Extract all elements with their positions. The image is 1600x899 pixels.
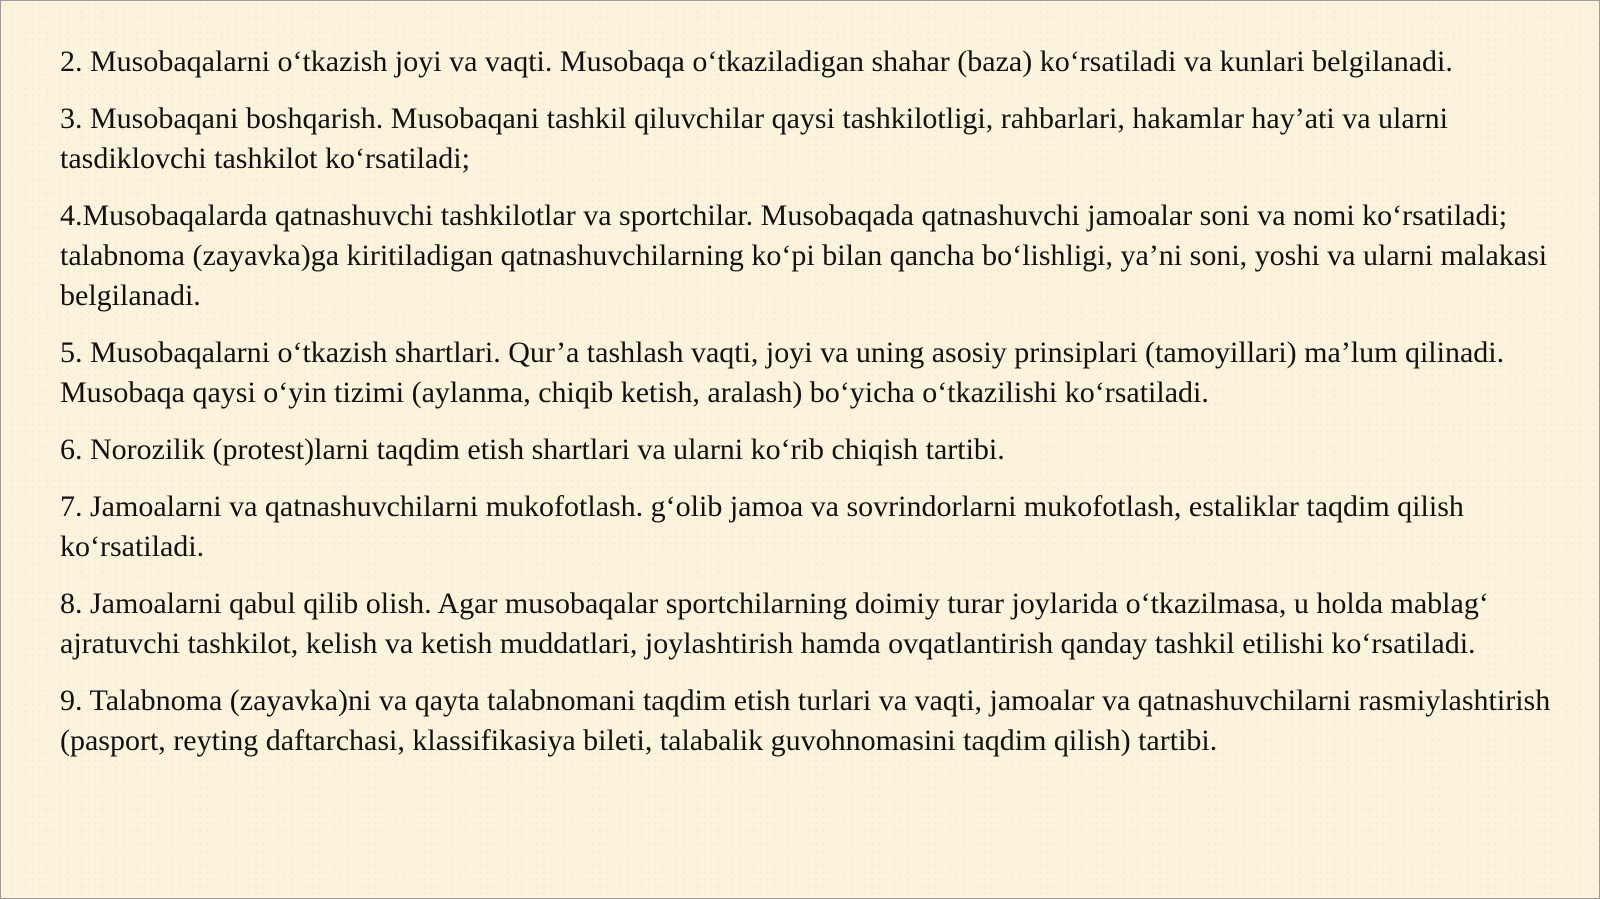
slide-text-body <box>60 42 1595 778</box>
paragraph-item-7: 7. Jamoalarni va qatnashuvchilarni mukofotlash. g‘olib jamoa va sovrindorlarni mukofotlash, estaliklar taqdim qilish ko‘rsatiladi. <box>60 490 1464 563</box>
paragraph-item-2: 2. Musobaqalarni o‘tkazish joyi va vaqti. Musobaqa o‘tkaziladigan shahar (baza) ko‘rsatiladi va kunlari belgilanadi. <box>60 45 1453 78</box>
paragraph-item-9: 9. Talabnoma (zayavka)ni va qayta talabnomani taqdim etish turlari va vaqti, jamoalar va qatnashuvchilarni rasmiylashtirish (pasport, reyting daftarchasi, klassifikasiya bileti, talabalik guvohnomasini taqdim qilish) tartibi. <box>60 684 1551 757</box>
paragraph-item-4: 4.Musobaqalarda qatnashuvchi tashkilotlar va sportchilar. Musobaqada qatnashuvchi jamoalar soni va nomi ko‘rsatiladi; talabnoma (zayavka)ga kiritiladigan qatnashuvchilarning ko‘pi bilan qancha bo‘lishligi, ya’ni soni, yoshi va ularni malakasi belgilanadi. <box>60 199 1548 312</box>
paragraph-item-8: 8. Jamoalarni qabul qilib olish. Agar musobaqalar sportchilarning doimiy turar joylarida o‘tkazilmasa, u holda mablag‘ ajratuvchi tashkilot, kelish va ketish muddatlari, joylashtirish hamda ovqatlantirish qanday tashkil etilishi ko‘rsatiladi. <box>60 587 1489 660</box>
paragraph-item-3: 3. Musobaqani boshqarish. Musobaqani tashkil qiluvchilar qaysi tashkilotligi, rahbarlari, hakamlar hay’ati va ularni tasdiklovchi tashkilot ko‘rsatiladi; <box>60 102 1449 175</box>
paragraph-item-6: 6. Norozilik (protest)larni taqdim etish shartlari va ularni ko‘rib chiqish tartibi. <box>60 433 1005 466</box>
paragraph-item-5: 5. Musobaqalarni o‘tkazish shartlari. Qur’a tashlash vaqti, joyi va uning asosiy prinsiplari (tamoyillari) ma’lum qilinadi. Musobaqa qaysi o‘yin tizimi (aylanma, chiqib ketish, aralash) bo‘yicha o‘tkazilishi ko‘rsatiladi. <box>60 336 1505 409</box>
